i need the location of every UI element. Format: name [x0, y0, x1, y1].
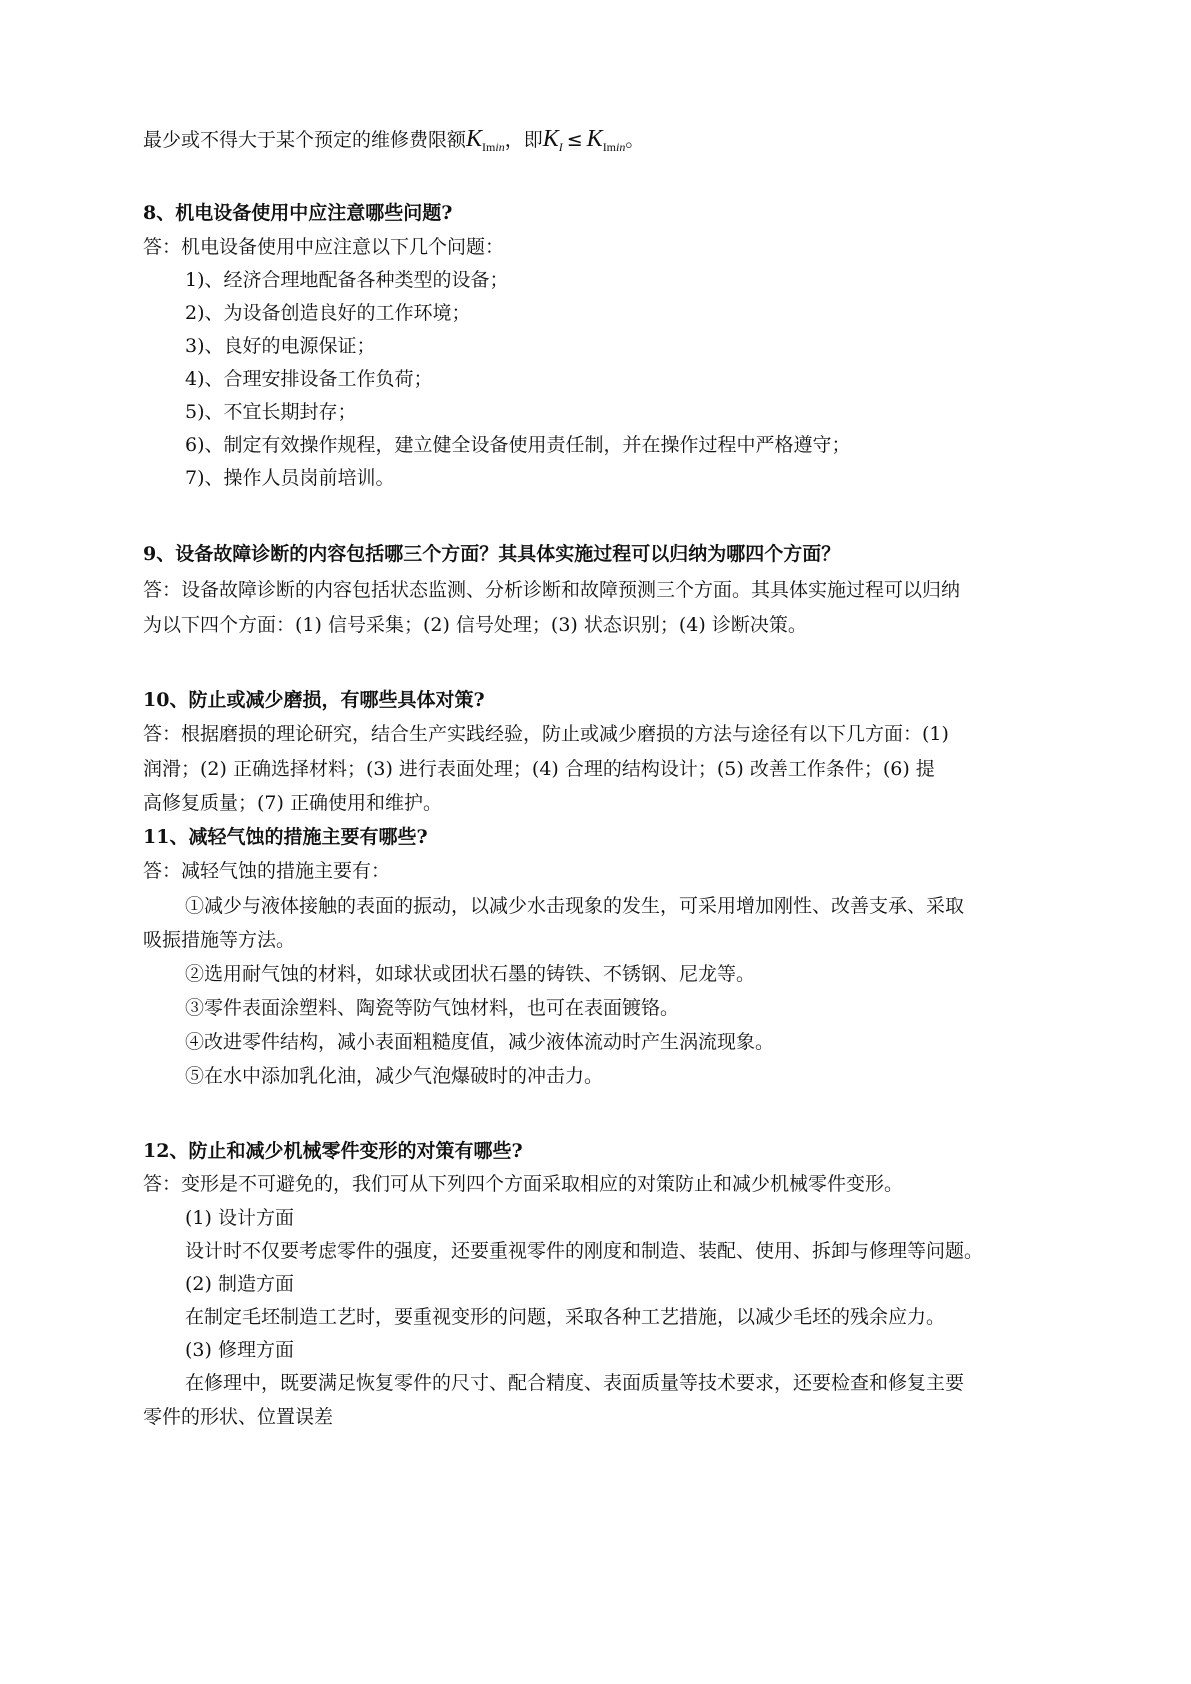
q9-answer-line-1: 答：设备故障诊断的内容包括状态监测、分析诊断和故障预测三个方面。其具体实施过程可以归纳: [143, 579, 961, 601]
q12-section-3-text-line-1: 在修理中，既要满足恢复零件的尺寸、配合精度、表面质量等技术要求，还要检查和修复主要: [185, 1372, 965, 1394]
intro-text: 最少或不得大于某个预定的维修费限额: [143, 129, 467, 151]
q11-item-3: ③零件表面涂塑料、陶瓷等防气蚀材料，也可在表面镀铬。: [185, 997, 680, 1019]
q8-item-6: 6)、制定有效操作规程，建立健全设备使用责任制，并在操作过程中严格遵守；: [185, 434, 851, 456]
q12-section-1-heading: (1) 设计方面: [185, 1207, 294, 1229]
formula-k-imin: $K_{Imin}$: [466, 126, 505, 154]
q12-title: 12、防止和减少机械零件变形的对策有哪些?: [143, 1140, 523, 1162]
q12-section-2-heading: (2) 制造方面: [185, 1273, 294, 1295]
q8-item-7: 7)、操作人员岗前培训。: [185, 467, 395, 489]
formula-k-i: $K_I$: [542, 126, 563, 154]
q8-item-1: 1)、经济合理地配备各种类型的设备；: [185, 269, 509, 291]
intro-end: 。: [625, 129, 645, 151]
q11-item-2: ②选用耐气蚀的材料，如球状或团状石墨的铸铁、不锈钢、尼龙等。: [185, 963, 756, 985]
q10-answer-line-2: 润滑；(2) 正确选择材料；(3) 进行表面处理；(4) 合理的结构设计；(5) 改善工作条件；(6) 提: [143, 758, 935, 780]
q11-item-1-line-1: ①减少与液体接触的表面的振动，以减少水击现象的发生，可采用增加刚性、改善支承、采取: [185, 895, 965, 917]
q8-item-4: 4)、合理安排设备工作负荷；: [185, 368, 433, 390]
intro-line: [143, 126, 644, 160]
q12-answer: 答：变形是不可避免的，我们可从下列四个方面采取相应的对策防止和减少机械零件变形。: [143, 1173, 904, 1195]
q8-answer: 答：机电设备使用中应注意以下几个问题：: [143, 236, 505, 258]
q9-answer-line-2: 为以下四个方面：(1) 信号采集；(2) 信号处理；(3) 状态识别；(4) 诊断决策。: [143, 614, 807, 636]
q12-section-2-text: 在制定毛坯制造工艺时，要重视变形的问题，采取各种工艺措施，以减少毛坯的残余应力。: [185, 1306, 946, 1328]
q11-item-1-line-2: 吸振措施等方法。: [143, 929, 296, 951]
intro-mid: ，即: [504, 129, 543, 151]
q11-answer: 答：减轻气蚀的措施主要有：: [143, 860, 391, 882]
formula-k-imin-2: $K_{Imin}$: [586, 126, 626, 154]
q11-item-5: ⑤在水中添加乳化油，减少气泡爆破时的冲击力。: [185, 1065, 604, 1087]
q12-section-3-heading: (3) 修理方面: [185, 1339, 294, 1361]
q10-answer-line-3: 高修复质量；(7) 正确使用和维护。: [143, 792, 442, 814]
q8-item-2: 2)、为设备创造良好的工作环境；: [185, 302, 471, 324]
q8-item-3: 3)、良好的电源保证；: [185, 335, 376, 357]
q10-answer-line-1: 答：根据磨损的理论研究，结合生产实践经验，防止或减少磨损的方法与途径有以下几方面：(1): [143, 723, 949, 745]
q8-item-5: 5)、不宜长期封存；: [185, 401, 357, 423]
q11-title: 11、减轻气蚀的措施主要有哪些?: [143, 826, 428, 848]
q11-item-4: ④改进零件结构，减小表面粗糙度值，减少液体流动时产生涡流现象。: [185, 1031, 775, 1053]
q12-section-1-text: 设计时不仅要考虑零件的强度，还要重视零件的刚度和制造、装配、使用、拆卸与修理等问题。: [185, 1240, 984, 1262]
q8-title: 8、机电设备使用中应注意哪些问题?: [143, 202, 453, 224]
q10-title: 10、防止或减少磨损，有哪些具体对策?: [143, 689, 485, 711]
q9-title: 9、设备故障诊断的内容包括哪三个方面？其具体实施过程可以归纳为哪四个方面？: [143, 543, 841, 565]
q12-section-3-text-line-2: 零件的形状、位置误差: [143, 1406, 334, 1428]
leq-symbol: ≤: [566, 129, 583, 151]
